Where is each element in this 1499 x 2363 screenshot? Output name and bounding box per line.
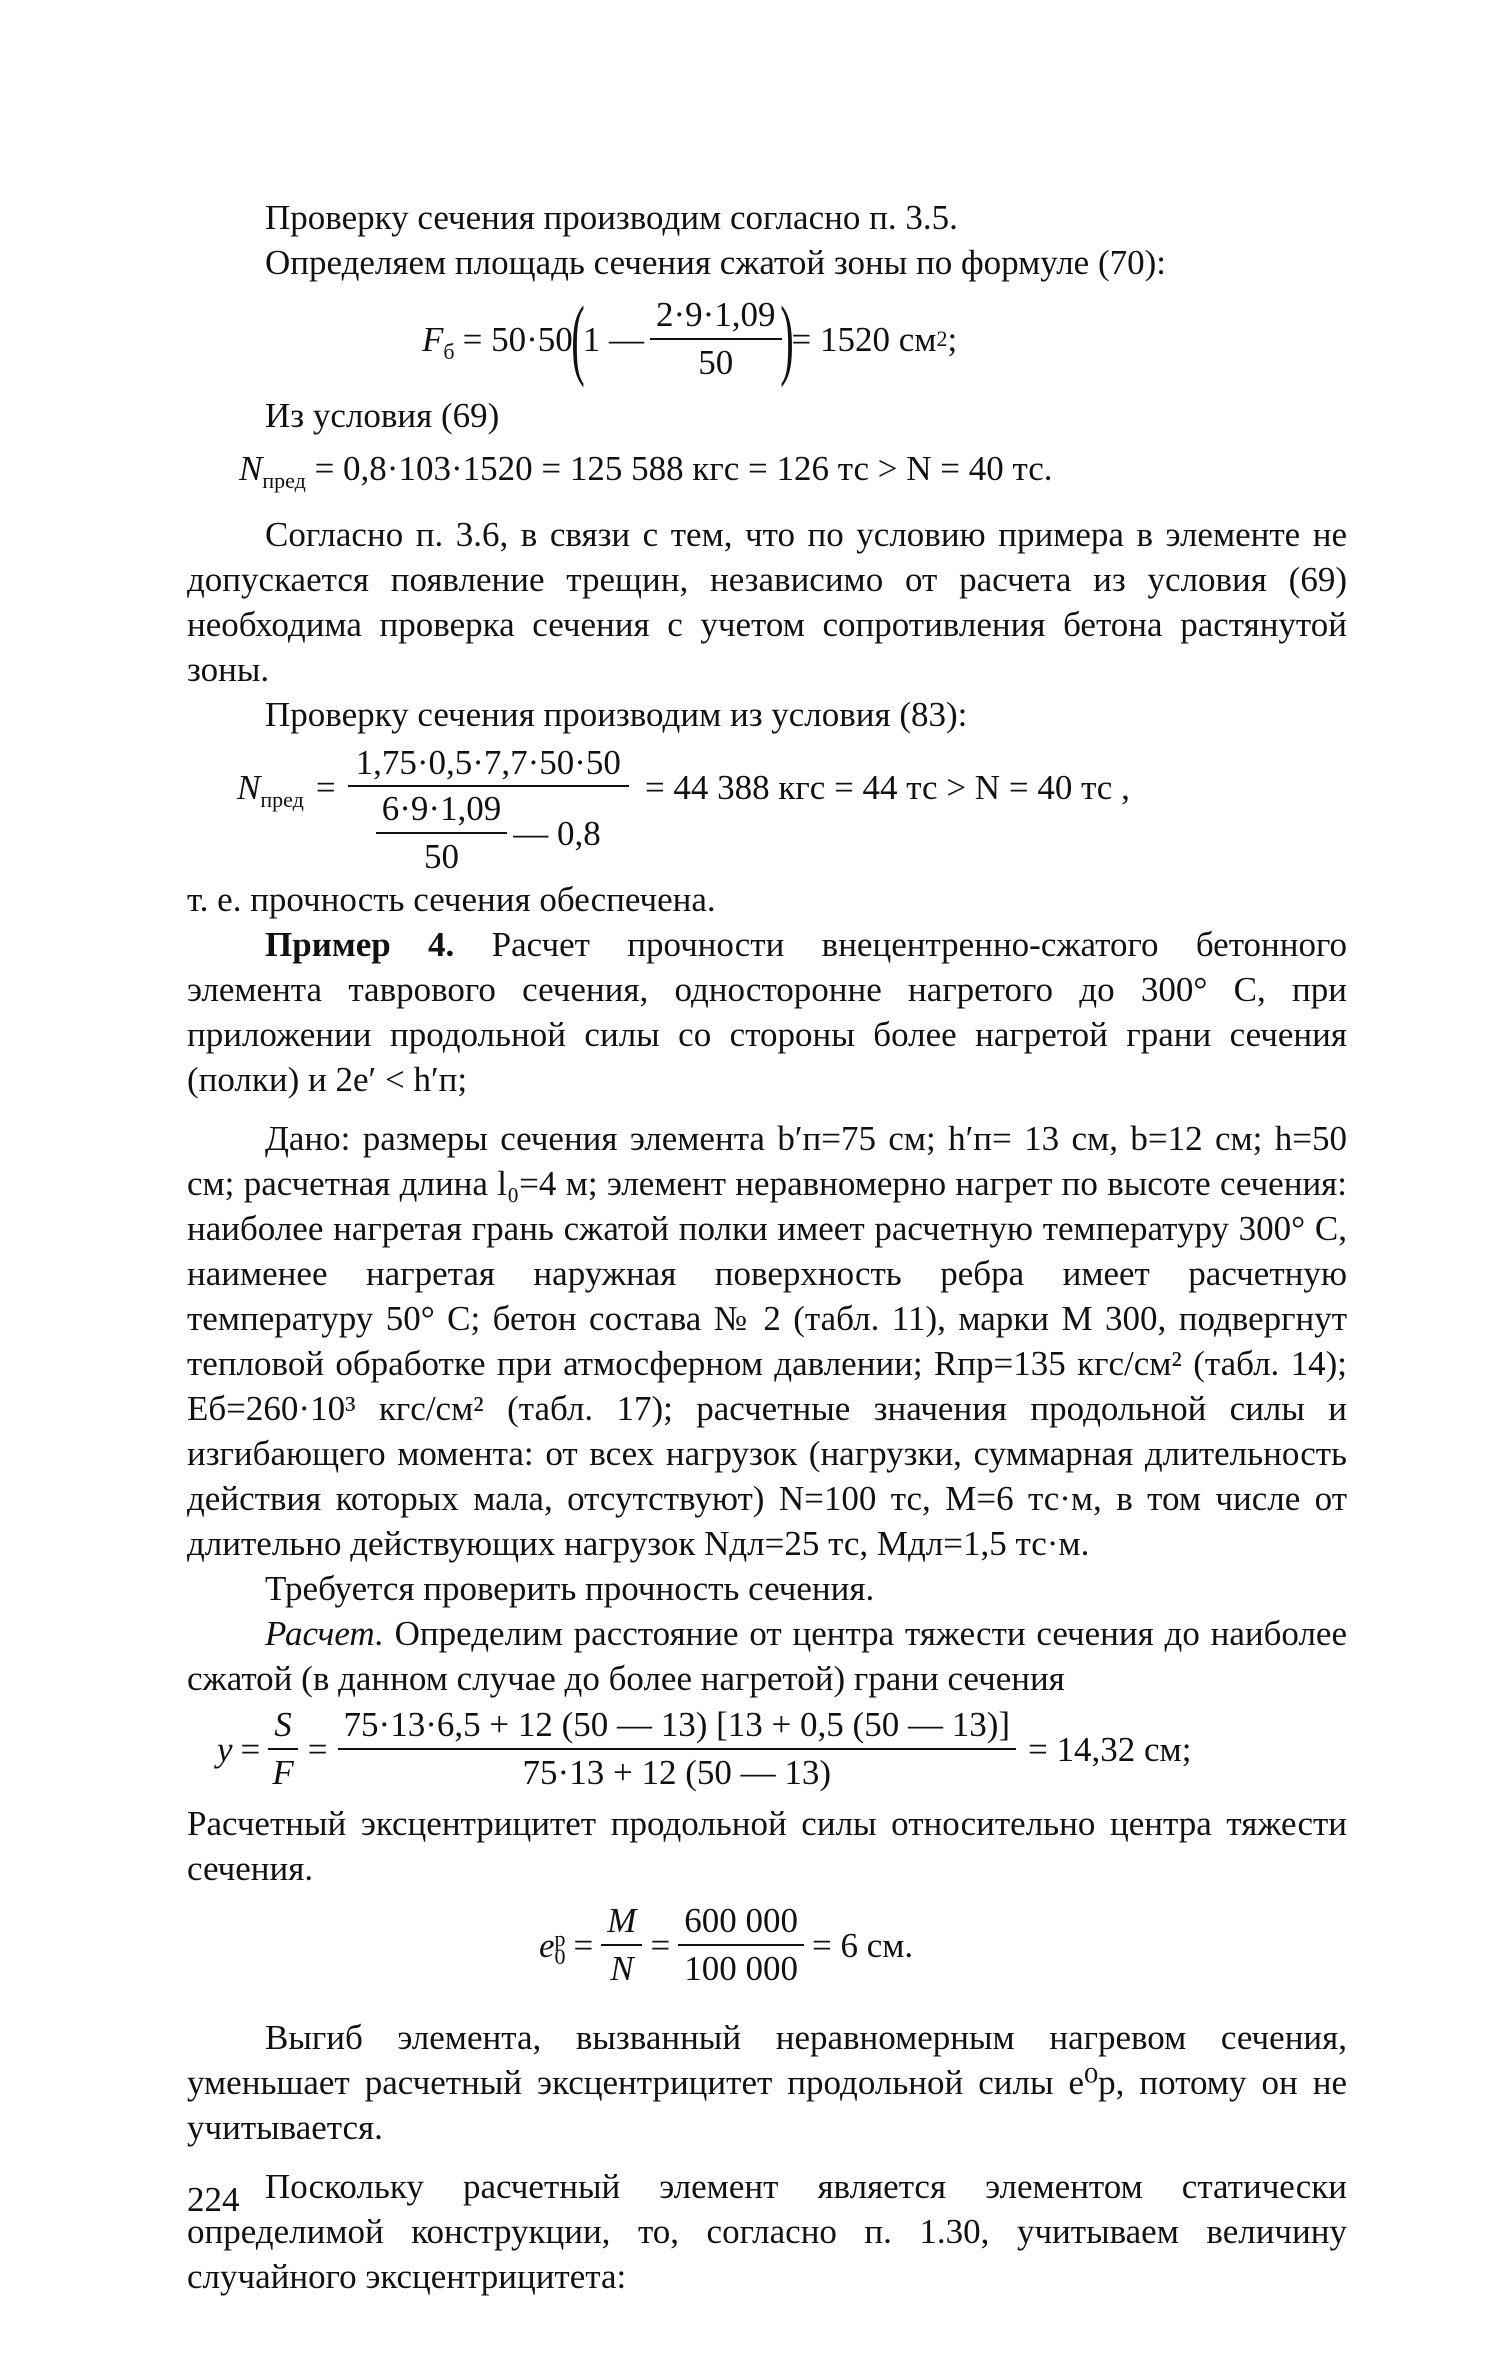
inner-fraction: 6·9·1,09 50 (376, 789, 508, 877)
paragraph-example-4: Пример 4. Расчет прочности внецентренно-сжатого бетонного элемента таврового сечения, односторонне нагретого до 300° С, при приложении продольной силы со стороны более нагретой грани сечения (полки) и 2e′ < h′п; (187, 925, 1347, 1099)
formula-n-limit-2: $N_{пред}$ = 1,75·0,5·7,7·50·50 6·9·1,09 50 — 0,8 = 44 388 кгс = 44 тс > N = 40 тс , (237, 743, 1130, 876)
formula-eccentricity: e p 0 = $\frac{M}{N}$ = $\frac{600 000}{100 000}$ = 6 см. (539, 1901, 914, 1988)
formula-n-limit-1: $N_{пред} = 0,8\cdot 103\cdot 1520 = 125$ 588 кгс = 126 тс > N = 40 тс. (239, 449, 1053, 493)
left-paren: ( (570, 289, 585, 388)
paragraph-condition-83: Проверку сечения производим из условия (83): (265, 695, 968, 734)
paragraph-calculation: Расчет. Определим расстояние от центра тяжести сечения до наиболее сжатой (в данном случае до более нагретой) грани сечения (187, 1614, 1347, 1698)
fraction-centroid: $\frac{75\cdot 13\cdot 6,5 + 12 (50 — 13) [13 + 0,5 (50 — 13)]}{75\cdot 13 + 12 (50 — 13)}$ (338, 1705, 1016, 1793)
formula-centroid-y: y = $\frac{S}{F}$ = $\frac{75\cdot 13\cdot 6,5 + 12 (50 — 13) [13 + 0,5 (50 — 13)]}{75\cdot 13 + 12 (50 — 13)}$ = 14,32 см; (217, 1705, 1192, 1792)
paragraph-area-formula-intro: Определяем площадь сечения сжатой зоны по формуле (70): (265, 243, 1166, 282)
fraction: 2·9·1,09 50 (650, 295, 782, 383)
right-paren: ) (779, 289, 794, 388)
paragraph-given-data: Дано: размеры сечения элемента b′п=75 см; h′п= 13 см, b=12 см; h=50 см; расчетная длина l₀=4 м; элемент неравномерно нагрет по высоте сечения: наиболее нагретая грань сжатой полки имеет расчетную температуру 300° С, наименее нагретая наружная поверхность ребра имеет расчетную температуру 50° С; бетон состава № 2 (табл. 11), марки М 300, подвергнут тепловой обработке при атмосферном давлении; Rпр=135 кгс/см² (табл. 14); Еб=260·10³ кгс/см² (табл. 17); расчетные значения продольной силы и изгибающего момента: от всех нагрузок (нагрузки, суммарная длительность действия которых мала, отсутствуют) N=100 тс, М=6 тс·м, в том числе от длительно действующих нагрузок Nдл=25 тс, Мдл=1,5 тс·м. (187, 1119, 1347, 1563)
paragraph-random-eccentricity: Поскольку расчетный элемент является элементом статически определимой конструкции, то, согласно п. 1.30, учитываем величину случайного эксцентрицитета: (187, 2167, 1347, 2296)
paragraph-strength-ensured: т. е. прочность сечения обеспечена. (187, 880, 716, 919)
paragraph-eccentricity: Расчетный эксцентрицитет продольной силы относительно центра тяжести сечения. (187, 1804, 1347, 1888)
paragraph-bending: Выгиб элемента, вызванный неравномерным нагревом сечения, уменьшает расчетный эксцентрицитет продольной силы e⁰р, потому он не учитывается. (187, 2018, 1347, 2147)
formula-area-compressed-zone: $F_б$ = 50·50 ( 1 — 2·9·1,09 50 ) = 1520 см 2 ; (422, 289, 958, 388)
page-number: 224 (187, 2180, 240, 2219)
fraction-s-f: $\frac{S}{F}$ (268, 1705, 298, 1793)
fraction-m-n: $\frac{M}{N}$ (601, 1901, 642, 1989)
paragraph-check-section: Проверку сечения производим согласно п. 3.5. (265, 198, 958, 237)
paragraph-crack-check: Согласно п. 3.6, в связи с тем, что по условию примера в элементе не допускается появление трещин, независимо от расчета из условия (69) необходима проверка сечения с учетом сопротивления бетона растянутой зоны. (187, 515, 1347, 689)
paragraph-condition-69: Из условия (69) (265, 396, 500, 435)
paragraph-requirement: Требуется проверить прочность сечения. (265, 1569, 875, 1608)
page-body (187, 195, 1347, 2299)
fraction-values: $\frac{600 000}{100 000}$ (678, 1901, 804, 1989)
complex-fraction: 1,75·0,5·7,7·50·50 6·9·1,09 50 — 0,8 (348, 743, 629, 877)
